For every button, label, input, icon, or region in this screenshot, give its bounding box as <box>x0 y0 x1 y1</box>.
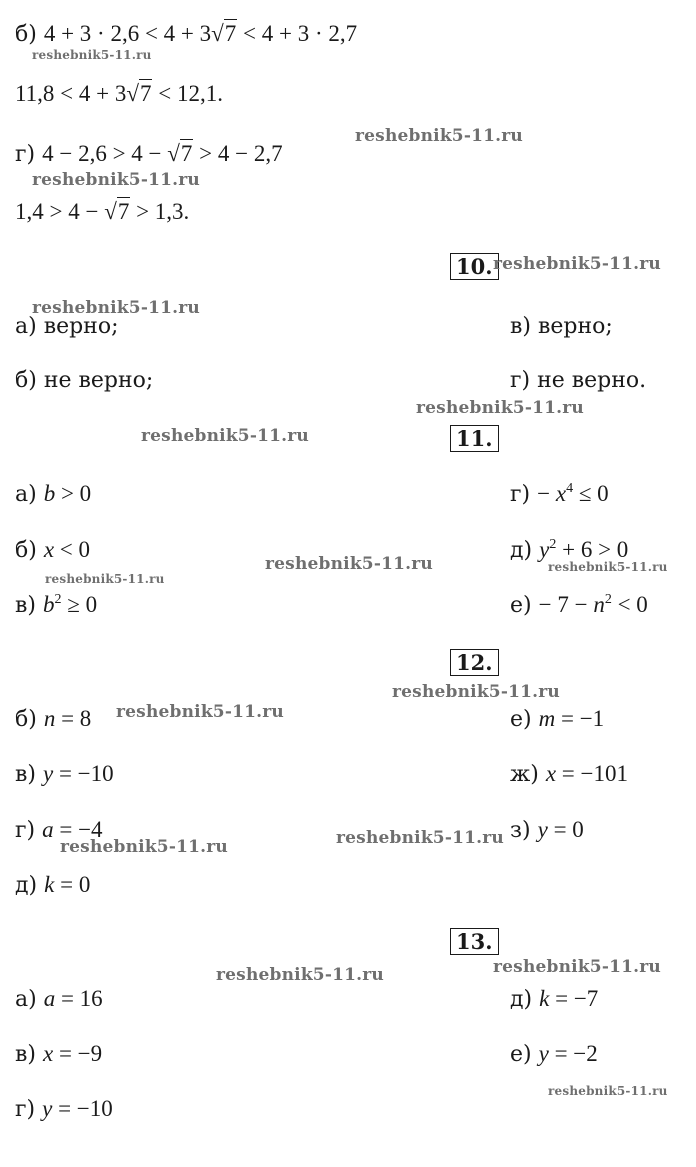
ex9-b-row1-part2: < 4 + 3 · 2,7 <box>237 21 358 46</box>
ex12-answer-z: з) y = 0 <box>510 817 584 843</box>
ex10-answer-b: б) не верно; <box>15 368 154 393</box>
watermark: reshebnik5-11.ru <box>548 560 668 574</box>
watermark: reshebnik5-11.ru <box>216 965 384 985</box>
ex9-b-row2: 11,8 < 4 + 3√7 < 12,1. <box>15 81 223 106</box>
watermark: reshebnik5-11.ru <box>32 170 200 190</box>
ex9-b-row1 <box>15 22 357 46</box>
watermark: reshebnik5-11.ru <box>141 426 309 446</box>
ex9-g-label: г) <box>15 142 36 167</box>
ex11-answer-e: $е) - 7 - n^2 < 0$ <box>510 592 648 618</box>
watermark: reshebnik5-11.ru <box>493 957 661 977</box>
watermark: reshebnik5-11.ru <box>45 572 165 586</box>
ex12-answer-v: в) y = −10 <box>15 761 114 787</box>
ex12-answer-e: е) m = −1 <box>510 706 605 732</box>
sqrt-sign: √7 <box>211 21 237 46</box>
watermark: reshebnik5-11.ru <box>336 828 504 848</box>
ex10-answer-a: а) верно; <box>15 314 119 339</box>
sqrt-sign: √7 <box>126 81 152 106</box>
watermark: reshebnik5-11.ru <box>265 554 433 574</box>
ex9-g-row2: 1,4 > 4 − √7 > 1,3. <box>15 199 190 224</box>
ex13-answer-g: г) y = −10 <box>15 1096 113 1122</box>
ex12-answer-zh: ж) x = −101 <box>510 761 628 787</box>
watermark: reshebnik5-11.ru <box>60 837 228 857</box>
ex13-answer-d: д) k = −7 <box>510 986 599 1012</box>
exercise-number-12: 12. <box>450 649 499 676</box>
ex13-answer-e: е) y = −2 <box>510 1041 598 1067</box>
ex11-answer-a: а) b > 0 <box>15 481 92 507</box>
ex9-b-row1-part1: 4 + 3 · 2,6 < 4 + 3 <box>43 21 212 46</box>
watermark: reshebnik5-11.ru <box>493 254 661 274</box>
watermark: reshebnik5-11.ru <box>116 702 284 722</box>
ex13-answer-v: в) x = −9 <box>15 1041 103 1067</box>
ex12-answer-d: д) k = 0 <box>15 872 91 898</box>
watermark: reshebnik5-11.ru <box>548 1084 668 1098</box>
ex9-b-label: б) <box>15 22 37 47</box>
sqrt-sign: √7 <box>104 199 130 224</box>
ex11-answer-v: в) $b^2 \ge 0$ <box>15 592 98 618</box>
watermark: reshebnik5-11.ru <box>32 298 200 318</box>
ex13-answer-a: а) a = 16 <box>15 986 103 1012</box>
exercise-number-10: 10. <box>450 253 499 280</box>
watermark: reshebnik5-11.ru <box>32 48 152 62</box>
ex10-answer-g: г) не верно. <box>510 368 647 393</box>
ex12-answer-b: б) n = 8 <box>15 706 92 732</box>
ex11-answer-g: $г) - x^4 \le 0$ <box>510 481 609 507</box>
ex12-answer-g: г) a = −4 <box>15 817 103 843</box>
sqrt-sign: √7 <box>167 141 193 166</box>
exercise-number-11: 11. <box>450 425 499 452</box>
ex9-g-row1: г) 4 − 2,6 > 4 − √7 > 4 − 2,7 <box>15 141 283 167</box>
watermark: reshebnik5-11.ru <box>355 126 523 146</box>
ex10-answer-v: в) верно; <box>510 314 613 339</box>
exercise-number-13: 13. <box>450 928 499 955</box>
ex11-answer-d: д) $y^2 + 6 > 0$ <box>510 537 629 563</box>
ex11-answer-b: б) x < 0 <box>15 537 91 563</box>
watermark: reshebnik5-11.ru <box>392 682 560 702</box>
watermark: reshebnik5-11.ru <box>416 398 584 418</box>
